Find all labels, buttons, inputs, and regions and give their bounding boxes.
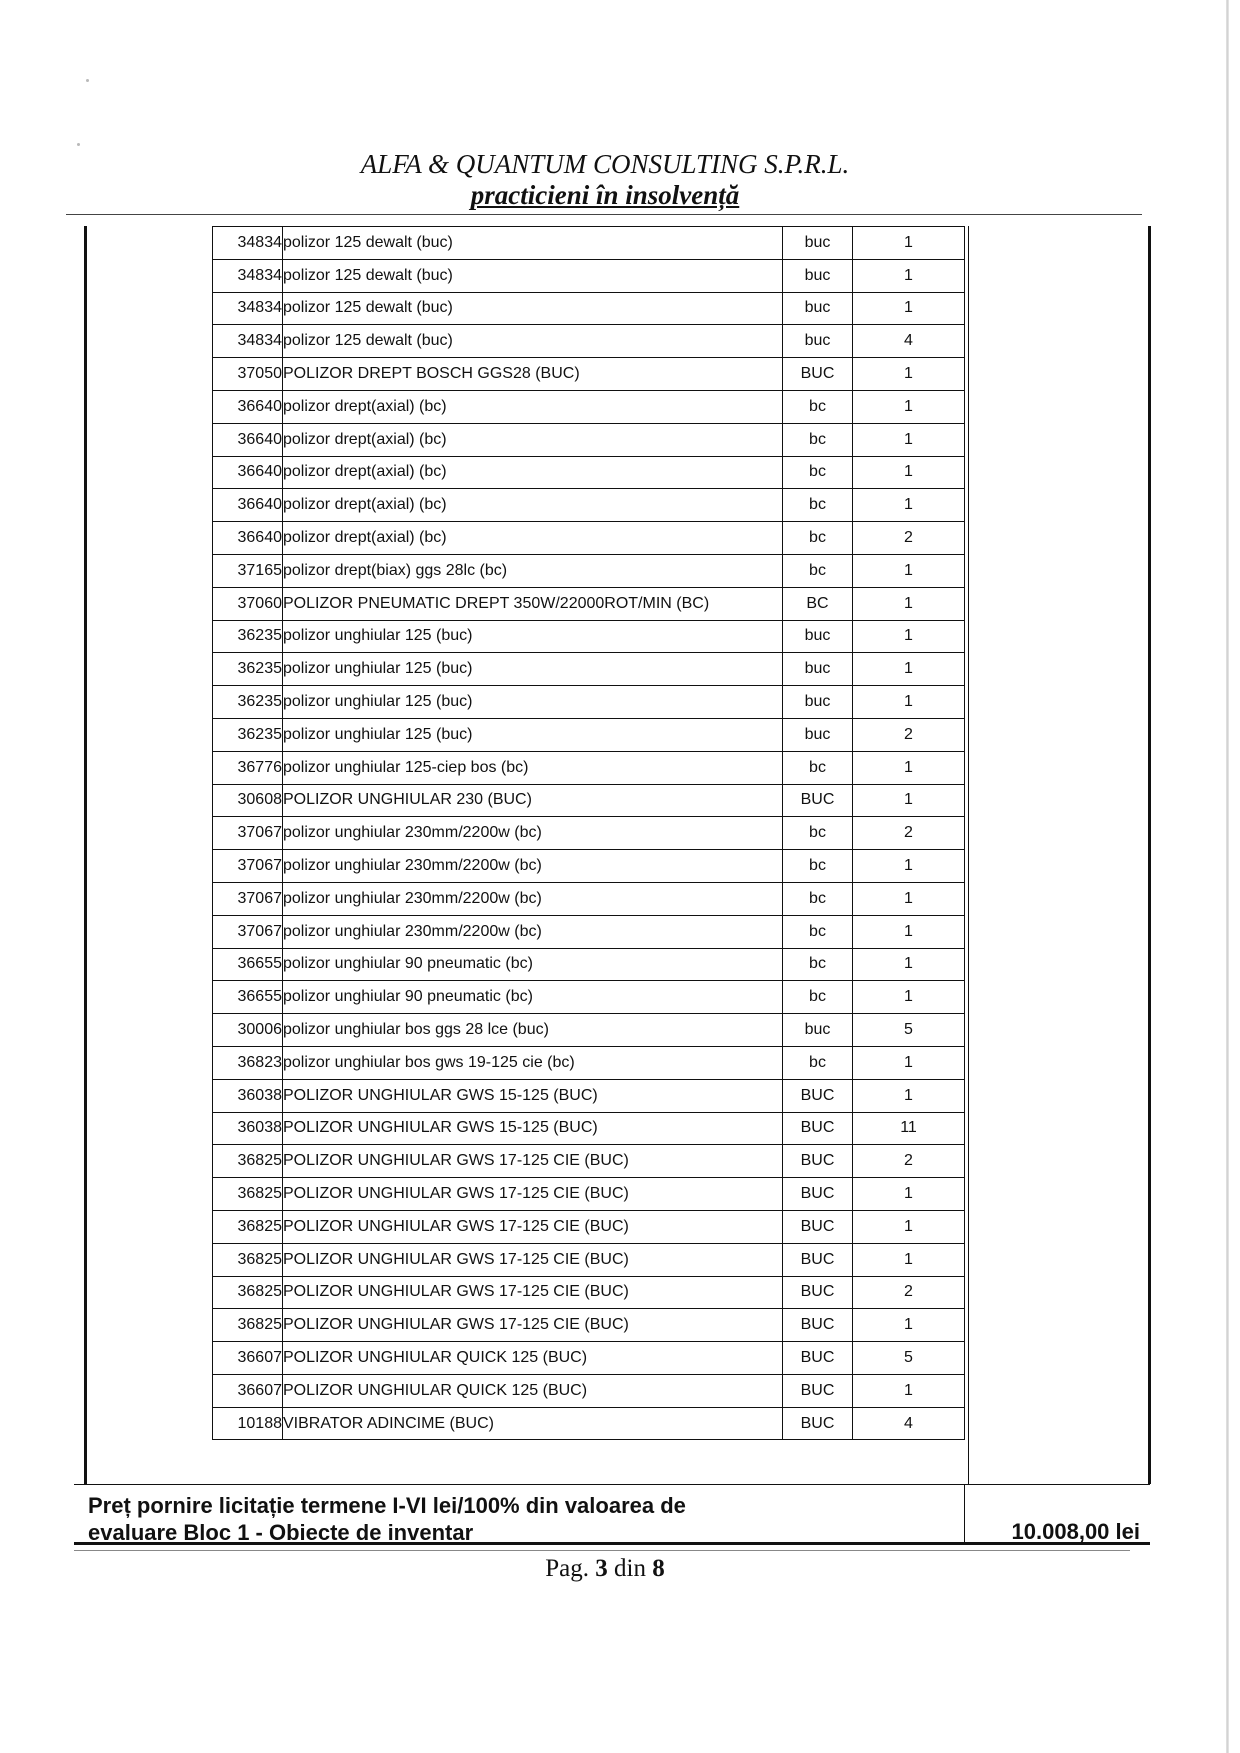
item-quantity: 2	[853, 1276, 965, 1309]
table-row	[213, 1243, 965, 1276]
table-row	[213, 1112, 965, 1145]
item-quantity: 1	[853, 981, 965, 1014]
table-row	[213, 1046, 965, 1079]
page-current: 3	[595, 1555, 608, 1582]
item-code: 36640	[213, 522, 283, 555]
item-quantity: 1	[853, 1243, 965, 1276]
item-unit: bc	[783, 423, 853, 456]
item-code: 36825	[213, 1210, 283, 1243]
item-name: VIBRATOR ADINCIME (BUC)	[283, 1407, 783, 1440]
item-quantity: 1	[853, 227, 965, 260]
item-name: POLIZOR UNGHIULAR GWS 17-125 CIE (BUC)	[283, 1145, 783, 1178]
scan-speck	[77, 143, 80, 146]
item-quantity: 1	[853, 358, 965, 391]
table-row	[213, 1309, 965, 1342]
item-unit: bc	[783, 948, 853, 981]
item-code: 34834	[213, 325, 283, 358]
company-subtitle: practicieni în insolvență	[470, 180, 740, 210]
item-unit: bc	[783, 915, 853, 948]
item-code: 36825	[213, 1178, 283, 1211]
table-row	[213, 259, 965, 292]
item-quantity: 1	[853, 1309, 965, 1342]
item-name: polizor drept(axial) (bc)	[283, 489, 783, 522]
item-quantity: 1	[853, 554, 965, 587]
item-quantity: 1	[853, 292, 965, 325]
table-row	[213, 587, 965, 620]
header-divider	[66, 214, 1142, 215]
item-name: POLIZOR UNGHIULAR GWS 17-125 CIE (BUC)	[283, 1309, 783, 1342]
total-label-line1: Preț pornire licitație termene I-VI lei/100% din valoarea de	[88, 1493, 686, 1518]
item-unit: buc	[783, 259, 853, 292]
item-unit: bc	[783, 981, 853, 1014]
total-section	[74, 1484, 1150, 1543]
item-name: polizor drept(axial) (bc)	[283, 390, 783, 423]
item-name: POLIZOR UNGHIULAR GWS 17-125 CIE (BUC)	[283, 1243, 783, 1276]
item-unit: buc	[783, 292, 853, 325]
total-label	[88, 1492, 928, 1546]
item-quantity: 1	[853, 1374, 965, 1407]
item-quantity: 1	[853, 620, 965, 653]
item-unit: buc	[783, 227, 853, 260]
table-row	[213, 456, 965, 489]
item-quantity: 1	[853, 1079, 965, 1112]
table-row	[213, 1342, 965, 1375]
item-code: 36607	[213, 1374, 283, 1407]
item-code: 36655	[213, 948, 283, 981]
item-code: 37067	[213, 817, 283, 850]
item-quantity: 1	[853, 882, 965, 915]
item-unit: BUC	[783, 1145, 853, 1178]
item-unit: BUC	[783, 1342, 853, 1375]
item-quantity: 1	[853, 489, 965, 522]
item-quantity: 1	[853, 686, 965, 719]
item-quantity: 1	[853, 390, 965, 423]
table-row	[213, 390, 965, 423]
item-code: 36640	[213, 456, 283, 489]
item-unit: bc	[783, 817, 853, 850]
item-name: POLIZOR PNEUMATIC DREPT 350W/22000ROT/MIN (BC)	[283, 587, 783, 620]
item-unit: bc	[783, 390, 853, 423]
table-row	[213, 325, 965, 358]
total-value: 10.008,00 lei	[1011, 1519, 1140, 1544]
item-unit: BUC	[783, 784, 853, 817]
item-unit: BC	[783, 587, 853, 620]
item-code: 36235	[213, 620, 283, 653]
item-unit: bc	[783, 489, 853, 522]
item-code: 36776	[213, 751, 283, 784]
item-unit: BUC	[783, 1112, 853, 1145]
item-name: POLIZOR UNGHIULAR GWS 15-125 (BUC)	[283, 1112, 783, 1145]
item-name: polizor unghiular 90 pneumatic (bc)	[283, 948, 783, 981]
item-quantity: 1	[853, 915, 965, 948]
item-quantity: 1	[853, 948, 965, 981]
inventory-table	[212, 226, 965, 1440]
item-name: polizor unghiular 125 (buc)	[283, 620, 783, 653]
item-name: polizor 125 dewalt (buc)	[283, 292, 783, 325]
item-name: polizor unghiular 230mm/2200w (bc)	[283, 882, 783, 915]
item-unit: bc	[783, 1046, 853, 1079]
item-code: 36235	[213, 686, 283, 719]
item-name: polizor unghiular 230mm/2200w (bc)	[283, 915, 783, 948]
page-prefix: Pag.	[545, 1555, 590, 1582]
item-name: POLIZOR UNGHIULAR QUICK 125 (BUC)	[283, 1374, 783, 1407]
item-quantity: 1	[853, 1046, 965, 1079]
table-row	[213, 1145, 965, 1178]
item-unit: bc	[783, 751, 853, 784]
item-code: 36235	[213, 653, 283, 686]
item-code: 37050	[213, 358, 283, 391]
item-unit: BUC	[783, 1178, 853, 1211]
table-row	[213, 358, 965, 391]
table-row	[213, 1014, 965, 1047]
total-bottom-rule-thin	[74, 1550, 1130, 1551]
item-quantity: 2	[853, 522, 965, 555]
item-name: polizor 125 dewalt (buc)	[283, 325, 783, 358]
table-row	[213, 817, 965, 850]
item-unit: BUC	[783, 1243, 853, 1276]
item-quantity: 1	[853, 1210, 965, 1243]
frame-left-border	[84, 226, 87, 1484]
item-code: 37060	[213, 587, 283, 620]
item-code: 36235	[213, 718, 283, 751]
total-bottom-rule	[74, 1542, 1150, 1545]
item-name: polizor drept(axial) (bc)	[283, 423, 783, 456]
item-code: 36825	[213, 1243, 283, 1276]
item-code: 36640	[213, 390, 283, 423]
frame-right-border	[1148, 226, 1151, 1484]
item-quantity: 11	[853, 1112, 965, 1145]
item-unit: BUC	[783, 1407, 853, 1440]
table-row	[213, 292, 965, 325]
table-row	[213, 489, 965, 522]
table-row	[213, 948, 965, 981]
item-code: 36655	[213, 981, 283, 1014]
item-code: 37067	[213, 915, 283, 948]
item-quantity: 1	[853, 784, 965, 817]
item-unit: buc	[783, 686, 853, 719]
item-code: 37067	[213, 882, 283, 915]
item-quantity: 4	[853, 1407, 965, 1440]
item-unit: BUC	[783, 1210, 853, 1243]
item-name: polizor 125 dewalt (buc)	[283, 259, 783, 292]
table-row	[213, 1276, 965, 1309]
item-name: POLIZOR UNGHIULAR GWS 17-125 CIE (BUC)	[283, 1210, 783, 1243]
item-name: polizor drept(axial) (bc)	[283, 456, 783, 489]
item-code: 10188	[213, 1407, 283, 1440]
item-code: 36640	[213, 423, 283, 456]
item-code: 36640	[213, 489, 283, 522]
page-total: 8	[652, 1555, 665, 1582]
table-row	[213, 686, 965, 719]
table-row	[213, 423, 965, 456]
item-unit: bc	[783, 456, 853, 489]
item-unit: bc	[783, 554, 853, 587]
item-name: POLIZOR UNGHIULAR GWS 15-125 (BUC)	[283, 1079, 783, 1112]
table-row	[213, 1079, 965, 1112]
item-code: 34834	[213, 227, 283, 260]
item-code: 30608	[213, 784, 283, 817]
item-quantity: 5	[853, 1014, 965, 1047]
item-unit: BUC	[783, 1276, 853, 1309]
item-unit: BUC	[783, 358, 853, 391]
item-name: polizor unghiular 125 (buc)	[283, 718, 783, 751]
item-name: POLIZOR UNGHIULAR QUICK 125 (BUC)	[283, 1342, 783, 1375]
item-unit: bc	[783, 850, 853, 883]
item-code: 30006	[213, 1014, 283, 1047]
item-code: 34834	[213, 292, 283, 325]
item-name: polizor unghiular 230mm/2200w (bc)	[283, 850, 783, 883]
table-row	[213, 653, 965, 686]
table-row	[213, 718, 965, 751]
item-unit: buc	[783, 325, 853, 358]
scan-edge	[1226, 0, 1229, 1753]
item-unit: bc	[783, 522, 853, 555]
table-row	[213, 620, 965, 653]
table-row	[213, 751, 965, 784]
item-name: polizor unghiular 125 (buc)	[283, 653, 783, 686]
item-code: 36038	[213, 1079, 283, 1112]
item-unit: buc	[783, 620, 853, 653]
table-row	[213, 915, 965, 948]
table-row	[213, 1210, 965, 1243]
item-code: 37165	[213, 554, 283, 587]
item-code: 34834	[213, 259, 283, 292]
item-name: polizor unghiular 230mm/2200w (bc)	[283, 817, 783, 850]
total-label-line2: evaluare Bloc 1 - Obiecte de inventar	[88, 1520, 474, 1545]
company-name: ALFA & QUANTUM CONSULTING S.P.R.L.	[360, 149, 850, 179]
item-name: POLIZOR UNGHIULAR 230 (BUC)	[283, 784, 783, 817]
table-row	[213, 1407, 965, 1440]
item-quantity: 5	[853, 1342, 965, 1375]
total-divider	[964, 1485, 965, 1543]
item-name: polizor unghiular 90 pneumatic (bc)	[283, 981, 783, 1014]
item-quantity: 1	[853, 423, 965, 456]
item-name: polizor drept(biax) ggs 28lc (bc)	[283, 554, 783, 587]
column-divider	[968, 226, 969, 1484]
item-unit: buc	[783, 653, 853, 686]
page-separator: din	[614, 1555, 646, 1582]
item-quantity: 1	[853, 456, 965, 489]
item-quantity: 1	[853, 1178, 965, 1211]
item-quantity: 1	[853, 850, 965, 883]
item-name: polizor unghiular bos ggs 28 lce (buc)	[283, 1014, 783, 1047]
item-name: polizor unghiular bos gws 19-125 cie (bc)	[283, 1046, 783, 1079]
item-name: POLIZOR UNGHIULAR GWS 17-125 CIE (BUC)	[283, 1178, 783, 1211]
inventory-table-body	[213, 227, 965, 1440]
item-unit: BUC	[783, 1309, 853, 1342]
item-unit: buc	[783, 718, 853, 751]
table-row	[213, 522, 965, 555]
table-row	[213, 981, 965, 1014]
table-row	[213, 227, 965, 260]
page-number	[0, 1555, 1210, 1583]
item-quantity: 4	[853, 325, 965, 358]
item-unit: BUC	[783, 1374, 853, 1407]
item-quantity: 2	[853, 718, 965, 751]
table-row	[213, 882, 965, 915]
item-quantity: 2	[853, 817, 965, 850]
item-name: polizor unghiular 125 (buc)	[283, 686, 783, 719]
item-quantity: 1	[853, 587, 965, 620]
item-quantity: 1	[853, 751, 965, 784]
item-unit: buc	[783, 1014, 853, 1047]
item-quantity: 1	[853, 259, 965, 292]
item-unit: BUC	[783, 1079, 853, 1112]
item-code: 36038	[213, 1112, 283, 1145]
item-name: polizor unghiular 125-ciep bos (bc)	[283, 751, 783, 784]
item-unit: bc	[783, 882, 853, 915]
table-row	[213, 784, 965, 817]
item-code: 36823	[213, 1046, 283, 1079]
table-row	[213, 850, 965, 883]
item-code: 36607	[213, 1342, 283, 1375]
table-row	[213, 554, 965, 587]
table-row	[213, 1374, 965, 1407]
table-row	[213, 1178, 965, 1211]
scan-speck	[86, 79, 89, 82]
item-quantity: 2	[853, 1145, 965, 1178]
item-name: POLIZOR DREPT BOSCH GGS28 (BUC)	[283, 358, 783, 391]
item-code: 37067	[213, 850, 283, 883]
item-name: polizor 125 dewalt (buc)	[283, 227, 783, 260]
item-name: POLIZOR UNGHIULAR GWS 17-125 CIE (BUC)	[283, 1276, 783, 1309]
item-name: polizor drept(axial) (bc)	[283, 522, 783, 555]
item-code: 36825	[213, 1309, 283, 1342]
item-code: 36825	[213, 1276, 283, 1309]
item-code: 36825	[213, 1145, 283, 1178]
item-quantity: 1	[853, 653, 965, 686]
